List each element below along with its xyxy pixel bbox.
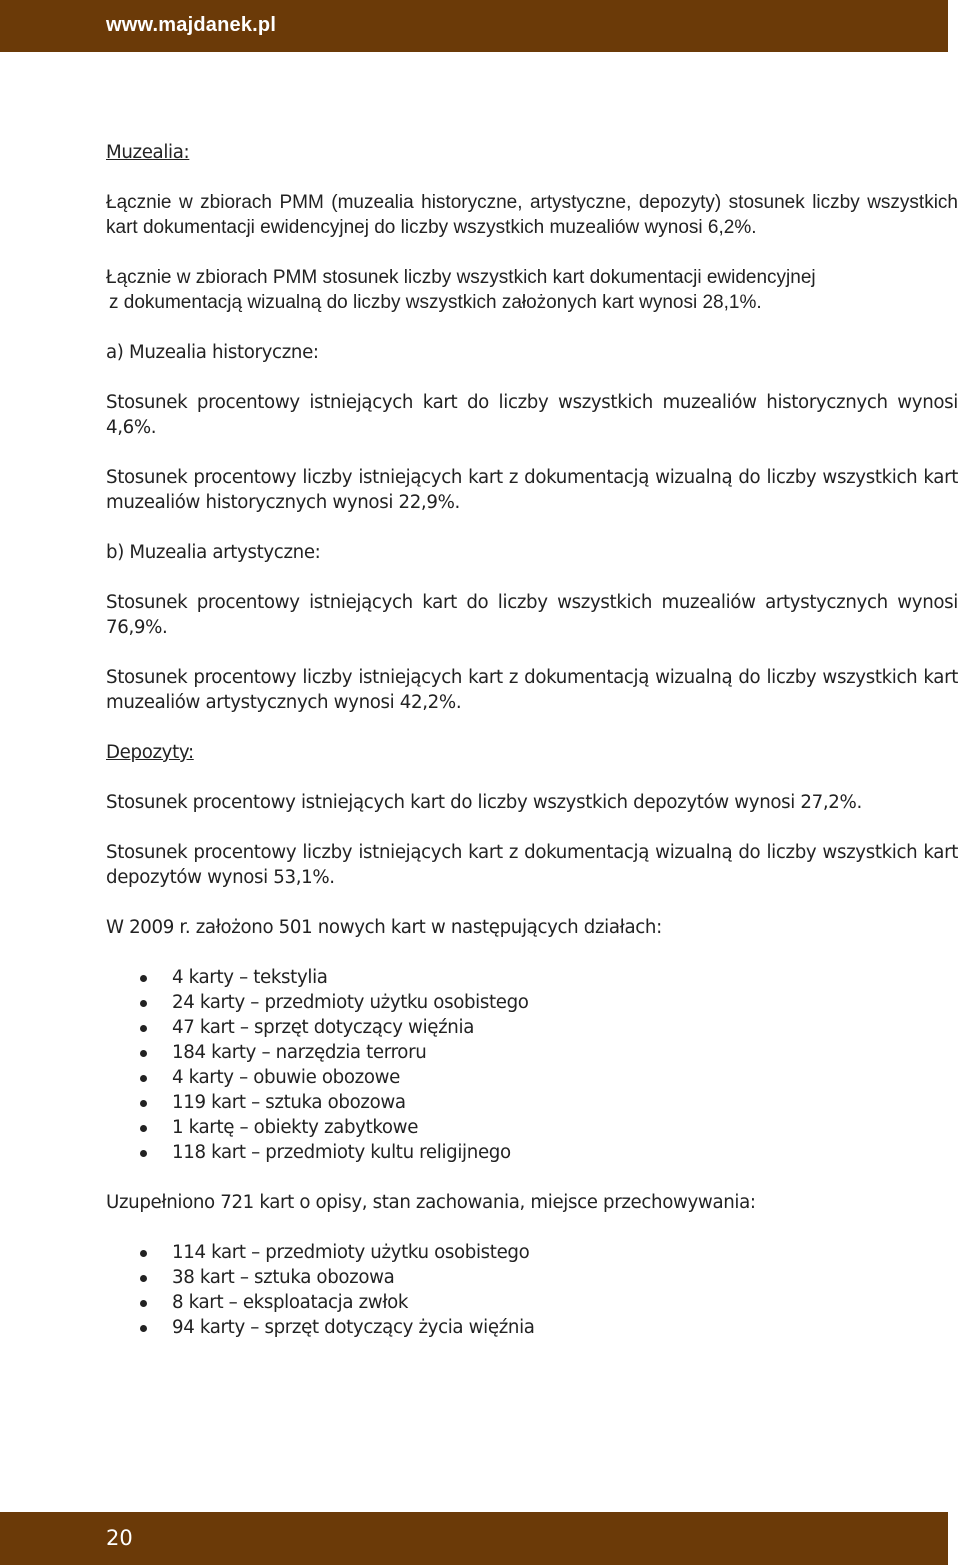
historyczne-heading: a) Muzealia historyczne: — [106, 342, 319, 363]
bullet-icon — [140, 1250, 147, 1257]
bullet-icon — [140, 1075, 147, 1082]
muzealia-paragraph-2-line-2: z dokumentacją wizualną do liczby wszystkich założonych kart wynosi 28,1%. — [109, 292, 762, 313]
list-item: 94 karty – sprzęt dotyczący życia więźnia — [106, 1315, 958, 1340]
site-url: www.majdanek.pl — [106, 14, 277, 36]
bullet-icon — [140, 1325, 147, 1332]
list-item: 24 karty – przedmioty użytku osobistego — [106, 990, 958, 1015]
list-item: 184 karty – narzędzia terroru — [106, 1040, 958, 1065]
footer-bar — [0, 1512, 948, 1565]
artystyczne-heading: b) Muzealia artystyczne: — [106, 542, 321, 563]
bullet-icon — [140, 1150, 147, 1157]
list-item: 47 kart – sprzęt dotyczący więźnia — [106, 1015, 958, 1040]
list-item: 4 karty – tekstylia — [106, 965, 958, 990]
list-item: 38 kart – sztuka obozowa — [106, 1265, 958, 1290]
new-cards-list — [106, 965, 958, 1165]
new-cards-intro: W 2009 r. założono 501 nowych kart w następujących działach: — [106, 917, 662, 938]
bullet-icon — [140, 1300, 147, 1307]
list-item: 8 kart – eksploatacja zwłok — [106, 1290, 958, 1315]
supplemented-list — [106, 1240, 958, 1340]
bullet-icon — [140, 1025, 147, 1032]
muzealia-paragraph-2-line-1: Łącznie w zbiorach PMM stosunek liczby wszystkich kart dokumentacji ewidencyjnej — [106, 267, 816, 288]
historyczne-paragraph-1: Stosunek procentowy istniejących kart do liczby wszystkich muzealiów historycznych wynosi 4,6%. — [106, 392, 958, 438]
document-content — [106, 140, 958, 1365]
list-item: 119 kart – sztuka obozowa — [106, 1090, 958, 1115]
muzealia-paragraph-1: Łącznie w zbiorach PMM (muzealia historyczne, artystyczne, depozyty) stosunek liczby wszystkich kart dokumentacji ewidencyjnej do liczby wszystkich muzealiów wynosi 6,2%. — [106, 192, 958, 238]
depozyty-paragraph-1: Stosunek procentowy istniejących kart do liczby wszystkich depozytów wynosi 27,2%. — [106, 792, 862, 813]
list-item: 4 karty – obuwie obozowe — [106, 1065, 958, 1090]
artystyczne-paragraph-1: Stosunek procentowy istniejących kart do liczby wszystkich muzealiów artystycznych wynosi 76,9%. — [106, 592, 958, 638]
list-item: 1 kartę – obiekty zabytkowe — [106, 1115, 958, 1140]
bullet-icon — [140, 1275, 147, 1282]
depozyty-paragraph-2: Stosunek procentowy liczby istniejących kart z dokumentacją wizualną do liczby wszystkich kart depozytów wynosi 53,1%. — [106, 842, 958, 888]
depozyty-heading: Depozyty: — [106, 742, 194, 763]
bullet-icon — [140, 1000, 147, 1007]
artystyczne-paragraph-2: Stosunek procentowy liczby istniejących kart z dokumentacją wizualną do liczby wszystkich kart muzealiów artystycznych wynosi 42,2%. — [106, 667, 958, 713]
bullet-icon — [140, 975, 147, 982]
list-item: 118 kart – przedmioty kultu religijnego — [106, 1140, 958, 1165]
historyczne-paragraph-2: Stosunek procentowy liczby istniejących kart z dokumentacją wizualną do liczby wszystkich kart muzealiów historycznych wynosi 22,9%. — [106, 467, 958, 513]
bullet-icon — [140, 1125, 147, 1132]
muzealia-heading: Muzealia: — [106, 142, 190, 163]
list-item: 114 kart – przedmioty użytku osobistego — [106, 1240, 958, 1265]
muzealia-paragraph-2 — [106, 265, 958, 315]
supplemented-intro: Uzupełniono 721 kart o opisy, stan zachowania, miejsce przechowywania: — [106, 1192, 756, 1213]
page-number: 20 — [106, 1526, 133, 1550]
bullet-icon — [140, 1050, 147, 1057]
bullet-icon — [140, 1100, 147, 1107]
